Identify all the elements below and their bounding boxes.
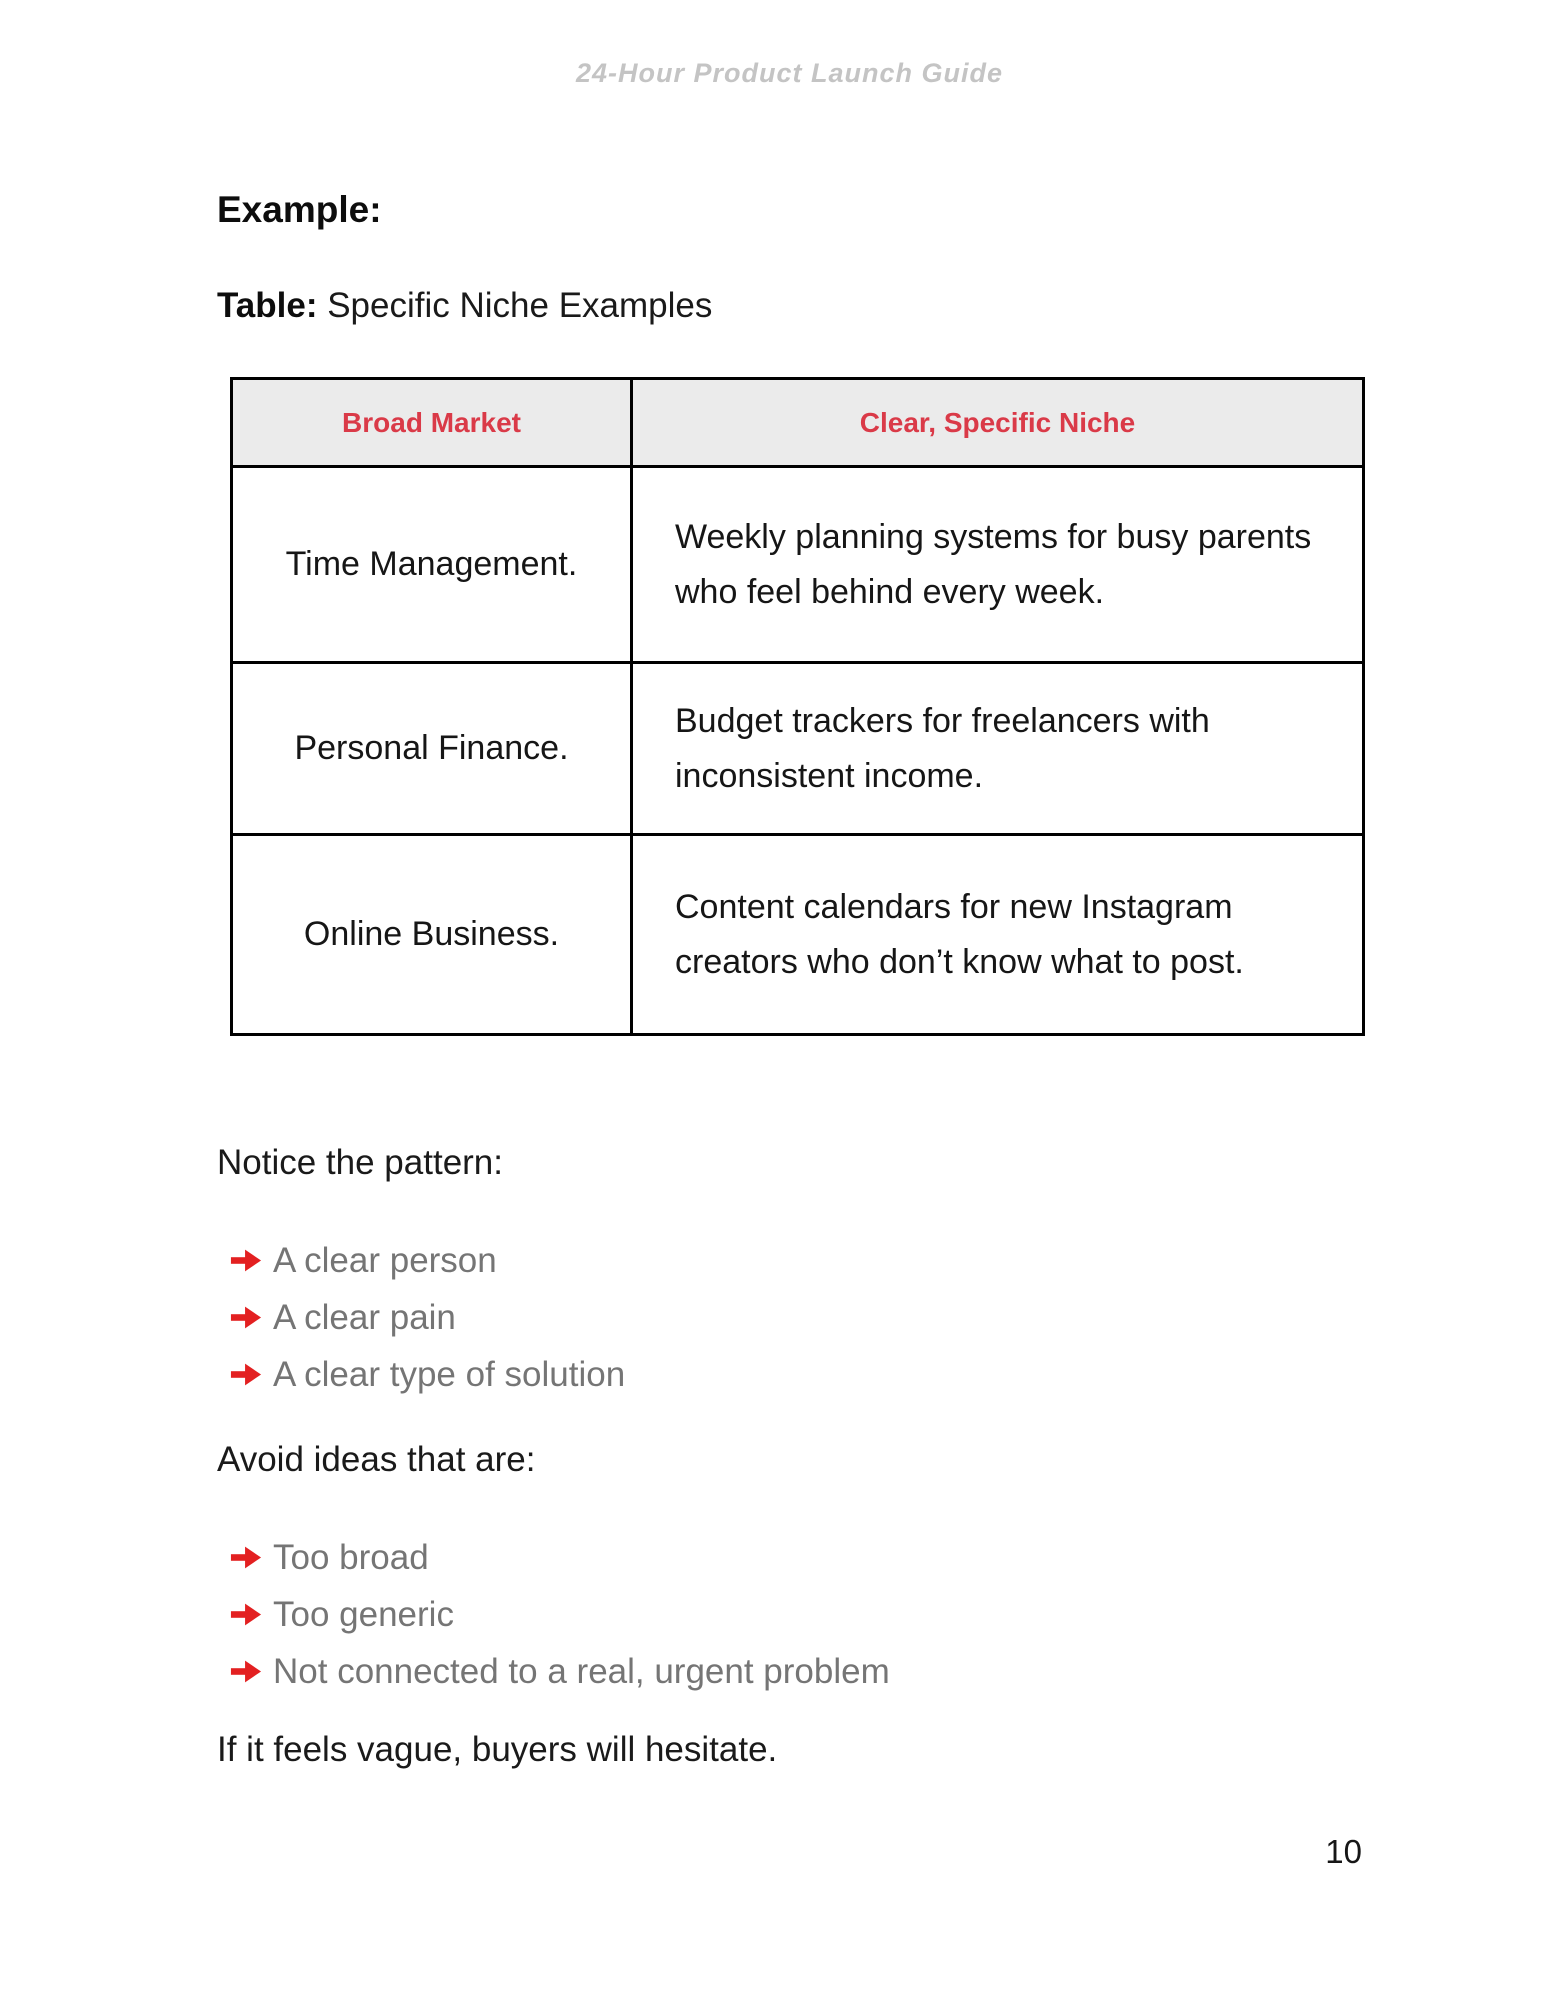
specific-niche-cell: Budget trackers for freelancers with inconsistent income. bbox=[632, 663, 1364, 835]
running-header-title: 24-Hour Product Launch Guide bbox=[575, 58, 1004, 88]
list-item bbox=[217, 1643, 1362, 1700]
right-arrow-icon bbox=[230, 1659, 262, 1684]
broad-market-cell: Personal Finance. bbox=[232, 663, 632, 835]
niche-examples-table bbox=[230, 377, 1365, 1036]
avoid-ideas-heading: Avoid ideas that are: bbox=[217, 1440, 536, 1479]
right-arrow-icon bbox=[230, 1362, 262, 1387]
list-item bbox=[217, 1289, 1362, 1346]
example-heading: Example: bbox=[217, 189, 382, 230]
specific-niche-cell: Weekly planning systems for busy parents who feel behind every week. bbox=[632, 467, 1364, 663]
right-arrow-icon bbox=[230, 1602, 262, 1627]
table-header-row bbox=[232, 379, 1364, 467]
broad-market-cell: Online Business. bbox=[232, 835, 632, 1035]
right-arrow-icon bbox=[230, 1305, 262, 1330]
list-item bbox=[217, 1346, 1362, 1403]
broad-market-cell: Time Management. bbox=[232, 467, 632, 663]
table-row bbox=[232, 835, 1364, 1035]
column-header-broad-market: Broad Market bbox=[232, 379, 632, 467]
right-arrow-icon bbox=[230, 1248, 262, 1273]
table-caption-label: Table: bbox=[217, 286, 318, 325]
avoid-ideas-list bbox=[217, 1529, 1362, 1700]
list-item bbox=[217, 1586, 1362, 1643]
list-item-label: A clear pain bbox=[273, 1297, 456, 1337]
closing-line: If it feels vague, buyers will hesitate. bbox=[217, 1730, 778, 1769]
list-item-label: A clear type of solution bbox=[273, 1354, 626, 1394]
right-arrow-icon bbox=[230, 1545, 262, 1570]
table-row bbox=[232, 467, 1364, 663]
list-item-label: Not connected to a real, urgent problem bbox=[273, 1651, 890, 1691]
page-number: 10 bbox=[1325, 1833, 1362, 1870]
list-item bbox=[217, 1529, 1362, 1586]
list-item-label: Too generic bbox=[273, 1594, 454, 1634]
notice-pattern-heading: Notice the pattern: bbox=[217, 1143, 503, 1182]
notice-pattern-list bbox=[217, 1232, 1362, 1403]
list-item bbox=[217, 1232, 1362, 1289]
page-content bbox=[0, 56, 1545, 1773]
column-header-specific-niche: Clear, Specific Niche bbox=[632, 379, 1364, 467]
list-item-label: Too broad bbox=[273, 1537, 429, 1577]
table-caption bbox=[217, 283, 1362, 329]
list-item-label: A clear person bbox=[273, 1240, 497, 1280]
specific-niche-cell: Content calendars for new Instagram creators who don’t know what to post. bbox=[632, 835, 1364, 1035]
table-row bbox=[232, 663, 1364, 835]
table-caption-text: Specific Niche Examples bbox=[317, 286, 713, 325]
